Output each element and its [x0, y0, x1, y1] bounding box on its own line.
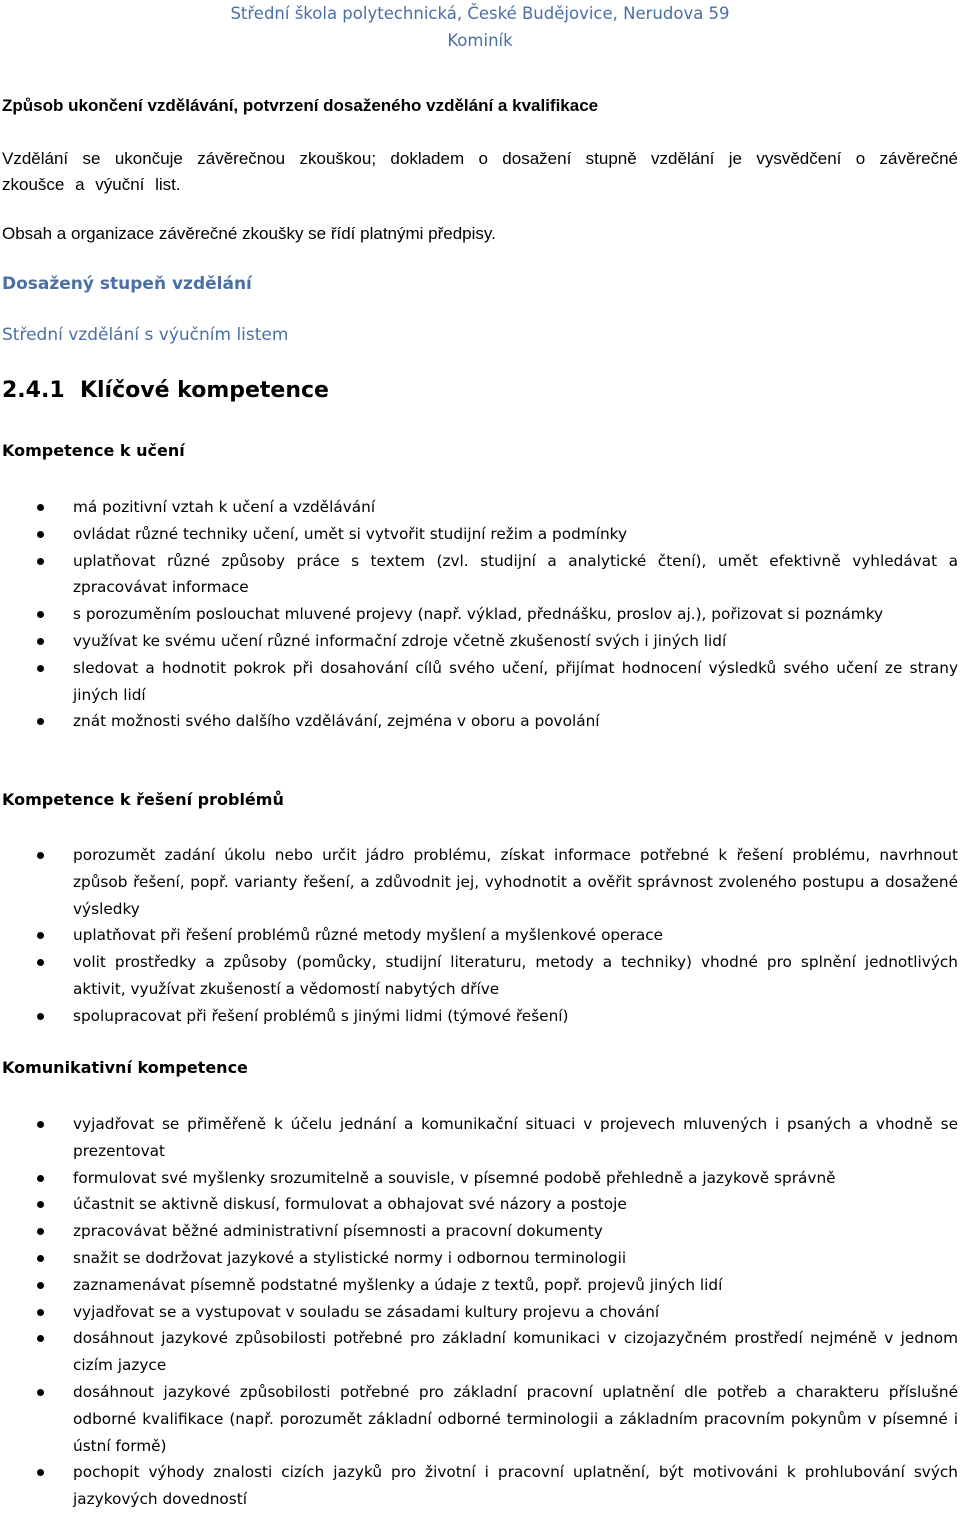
list-item: volit prostředky a způsoby (pomůcky, studijní literaturu, metody a techniky) vhodné pro splnění jednotlivých aktivit, využívat zkušeností a vědomostí nabytých dříve	[2, 949, 958, 1003]
list-item: formulovat své myšlenky srozumitelně a souvisle, v písemné podobě přehledně a jazykově správně	[2, 1165, 958, 1192]
communication-title: Komunikativní kompetence	[2, 1058, 248, 1077]
list-item: dosáhnout jazykové způsobilosti potřebné pro základní komunikaci v cizojazyčném prostředí nejméně v jednom cizím jazyce	[2, 1325, 958, 1379]
education-level-title: Dosažený stupeň vzdělání	[2, 274, 252, 294]
list-item: účastnit se aktivně diskusí, formulovat a obhajovat své názory a postoje	[2, 1191, 958, 1218]
list-item: snažit se dodržovat jazykové a stylistické normy i odbornou terminologii	[2, 1245, 958, 1272]
section-title: Způsob ukončení vzdělávání, potvrzení dosaženého vzdělání a kvalifikace	[2, 96, 599, 115]
header-school-name: Střední škola polytechnická, České Budějovice, Nerudova 59	[230, 4, 730, 23]
problem-solving-list	[2, 842, 958, 1030]
list-item: využívat ke svému učení různé informační zdroje včetně zkušeností svých i jiných lidí	[2, 628, 958, 655]
list-item: dosáhnout jazykové způsobilosti potřebné pro základní pracovní uplatnění dle potřeb a charakteru příslušné odborné kvalifikace (např. porozumět základní odborné terminologii a základním pracovním pokynům v písemné i ústní formě)	[2, 1379, 958, 1459]
exam-rules-paragraph: Obsah a organizace závěrečné zkoušky se řídí platnými předpisy.	[2, 224, 496, 243]
list-item: vyjadřovat se přiměřeně k účelu jednání a komunikační situaci v projevech mluvených i psaných a vhodně se prezentovat	[2, 1111, 958, 1165]
communication-list	[2, 1111, 958, 1513]
list-item: uplatňovat při řešení problémů různé metody myšlení a myšlenkové operace	[2, 922, 958, 949]
list-item: ovládat různé techniky učení, umět si vytvořit studijní režim a podmínky	[2, 521, 958, 548]
learning-competence-list	[2, 494, 958, 735]
list-item: uplatňovat různé způsoby práce s textem (zvl. studijní a analytické čtení), umět efektivně vyhledávat a zpracovávat informace	[2, 548, 958, 602]
key-competences-heading: 2.4.1 Klíčové kompetence	[2, 378, 329, 403]
list-item: porozumět zadání úkolu nebo určit jádro problému, získat informace potřebné k řešení problému, navrhnout způsob řešení, popř. varianty řešení, a zdůvodnit jej, vyhodnotit a ověřit správnost zvoleného postupu a dosažené výsledky	[2, 842, 958, 922]
list-item: zpracovávat běžné administrativní písemnosti a pracovní dokumenty	[2, 1218, 958, 1245]
page-header	[0, 0, 960, 54]
list-item: spolupracovat při řešení problémů s jinými lidmi (týmové řešení)	[2, 1003, 958, 1030]
list-item: pochopit výhody znalosti cizích jazyků pro životní i pracovní uplatnění, být motivováni k prohlubování svých jazykových dovedností	[2, 1459, 958, 1513]
list-item: má pozitivní vztah k učení a vzdělávání	[2, 494, 958, 521]
learning-competence-title: Kompetence k učení	[2, 441, 185, 460]
list-item: zaznamenávat písemně podstatné myšlenky a údaje z textů, popř. projevů jiných lidí	[2, 1272, 958, 1299]
header-program-name: Kominík	[447, 31, 513, 50]
list-item: sledovat a hodnotit pokrok při dosahování cílů svého učení, přijímat hodnocení výsledků svého učení ze strany jiných lidí	[2, 655, 958, 709]
list-item: vyjadřovat se a vystupovat v souladu se zásadami kultury projevu a chování	[2, 1299, 958, 1326]
completion-paragraph: Vzdělání se ukončuje závěrečnou zkouškou; dokladem o dosažení stupně vzdělání je vysvědčení o závěrečné zkoušce a výuční list.	[2, 149, 958, 194]
list-item: s porozuměním poslouchat mluvené projevy (např. výklad, přednášku, proslov aj.), pořizovat si poznámky	[2, 601, 958, 628]
problem-solving-title: Kompetence k řešení problémů	[2, 790, 284, 809]
list-item: znát možnosti svého dalšího vzdělávání, zejména v oboru a povolání	[2, 708, 958, 735]
education-level-value: Střední vzdělání s výučním listem	[2, 325, 289, 345]
